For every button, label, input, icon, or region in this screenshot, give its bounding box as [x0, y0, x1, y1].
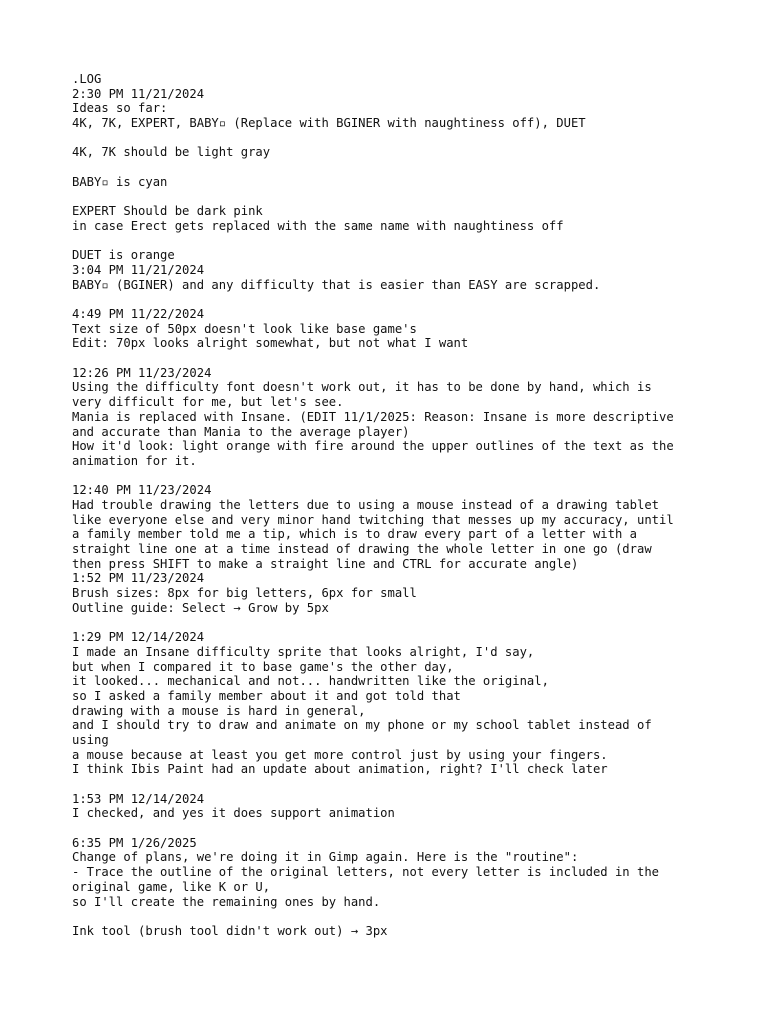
text-line: animation for it. — [72, 453, 197, 468]
text-line: EXPERT Should be dark pink — [72, 204, 263, 219]
text-line: Ideas so far: — [72, 101, 168, 116]
text-line: original game, like K or U, — [72, 879, 271, 894]
text-line: - Trace the outline of the original letters, not every letter is included in the — [72, 865, 659, 880]
text-line: and accurate than Mania to the average player) — [72, 424, 410, 439]
text-line: 12:26 PM 11/23/2024 — [72, 365, 212, 380]
blank-line — [72, 160, 702, 175]
text-line: and I should try to draw and animate on my phone or my school tablet instead of — [72, 718, 652, 733]
text-line: I made an Insane difficulty sprite that looks alright, I'd say, — [72, 644, 535, 659]
text-line: like everyone else and very minor hand twitching that messes up my accuracy, until — [72, 512, 674, 527]
text-line: Using the difficulty font doesn't work out, it has to be done by hand, which is — [72, 380, 652, 395]
blank-line — [72, 469, 702, 484]
blank-line — [72, 292, 702, 307]
blank-line — [72, 190, 702, 205]
text-line: straight line one at a time instead of drawing the whole letter in one go (draw — [72, 542, 652, 556]
text-line: .LOG — [72, 72, 102, 86]
text-line: 4K, 7K should be light gray — [72, 145, 271, 160]
text-line: I checked, and yes it does support animation — [72, 806, 395, 821]
text-line: 4:49 PM 11/22/2024 — [72, 307, 205, 321]
text-line: Change of plans, we're doing it in Gimp again. Here is the "routine": — [72, 850, 579, 865]
text-line: 4K, 7K, EXPERT, BABY▫ (Replace with BGINER with naughtiness off), DUET — [72, 116, 586, 131]
text-line: then press SHIFT to make a straight line and CTRL for accurate angle) — [72, 556, 579, 571]
text-line: a mouse because at least you get more control just by using your fingers. — [72, 747, 608, 762]
text-line: using — [72, 732, 109, 747]
text-line: drawing with a mouse is hard in general, — [72, 703, 366, 718]
blank-line — [72, 777, 702, 792]
text-line: BABY▫ (BGINER) and any difficulty that is easier than EASY are scrapped. — [72, 277, 601, 292]
blank-line — [72, 615, 702, 630]
blank-line — [72, 909, 702, 924]
blank-line — [72, 351, 702, 366]
text-line: but when I compared it to base game's the other day, — [72, 659, 454, 674]
text-line: 1:53 PM 12/14/2024 — [72, 791, 205, 806]
text-line: Text size of 50px doesn't look like base game's — [72, 321, 417, 336]
document-body — [72, 72, 702, 939]
text-line: DUET is orange — [72, 248, 175, 263]
text-line: How it'd look: light orange with fire around the upper outlines of the text as the — [72, 439, 674, 454]
text-line: 2:30 PM 11/21/2024 — [72, 86, 205, 101]
blank-line — [72, 131, 702, 146]
text-line: Edit: 70px looks alright somewhat, but not what I want — [72, 336, 469, 351]
blank-line — [72, 821, 702, 836]
text-line: 1:52 PM 11/23/2024 — [72, 571, 205, 586]
text-line: so I asked a family member about it and got told that — [72, 688, 461, 703]
text-line: in case Erect gets replaced with the same name with naughtiness off — [72, 218, 564, 233]
text-line: a family member told me a tip, which is to draw every part of a letter with a — [72, 527, 637, 542]
text-line: it looked... mechanical and not... handwritten like the original, — [72, 674, 549, 689]
text-line: I think Ibis Paint had an update about animation, right? I'll check later — [72, 762, 608, 777]
text-line: 6:35 PM 1/26/2025 — [72, 835, 197, 850]
text-line: Brush sizes: 8px for big letters, 6px for small — [72, 586, 417, 601]
text-line: very difficult for me, but let's see. — [72, 395, 344, 410]
text-line: BABY▫ is cyan — [72, 174, 168, 189]
text-line: 3:04 PM 11/21/2024 — [72, 262, 205, 277]
text-line: Outline guide: Select → Grow by 5px — [72, 600, 329, 615]
text-line: 1:29 PM 12/14/2024 — [72, 630, 205, 645]
text-line: Mania is replaced with Insane. (EDIT 11/1/2025: Reason: Insane is more descriptive — [72, 409, 674, 424]
blank-line — [72, 234, 702, 249]
text-line: 12:40 PM 11/23/2024 — [72, 483, 212, 498]
text-line: so I'll create the remaining ones by hand. — [72, 894, 381, 909]
text-line: Ink tool (brush tool didn't work out) → 3px — [72, 923, 388, 938]
text-line: Had trouble drawing the letters due to using a mouse instead of a drawing tablet — [72, 497, 659, 512]
